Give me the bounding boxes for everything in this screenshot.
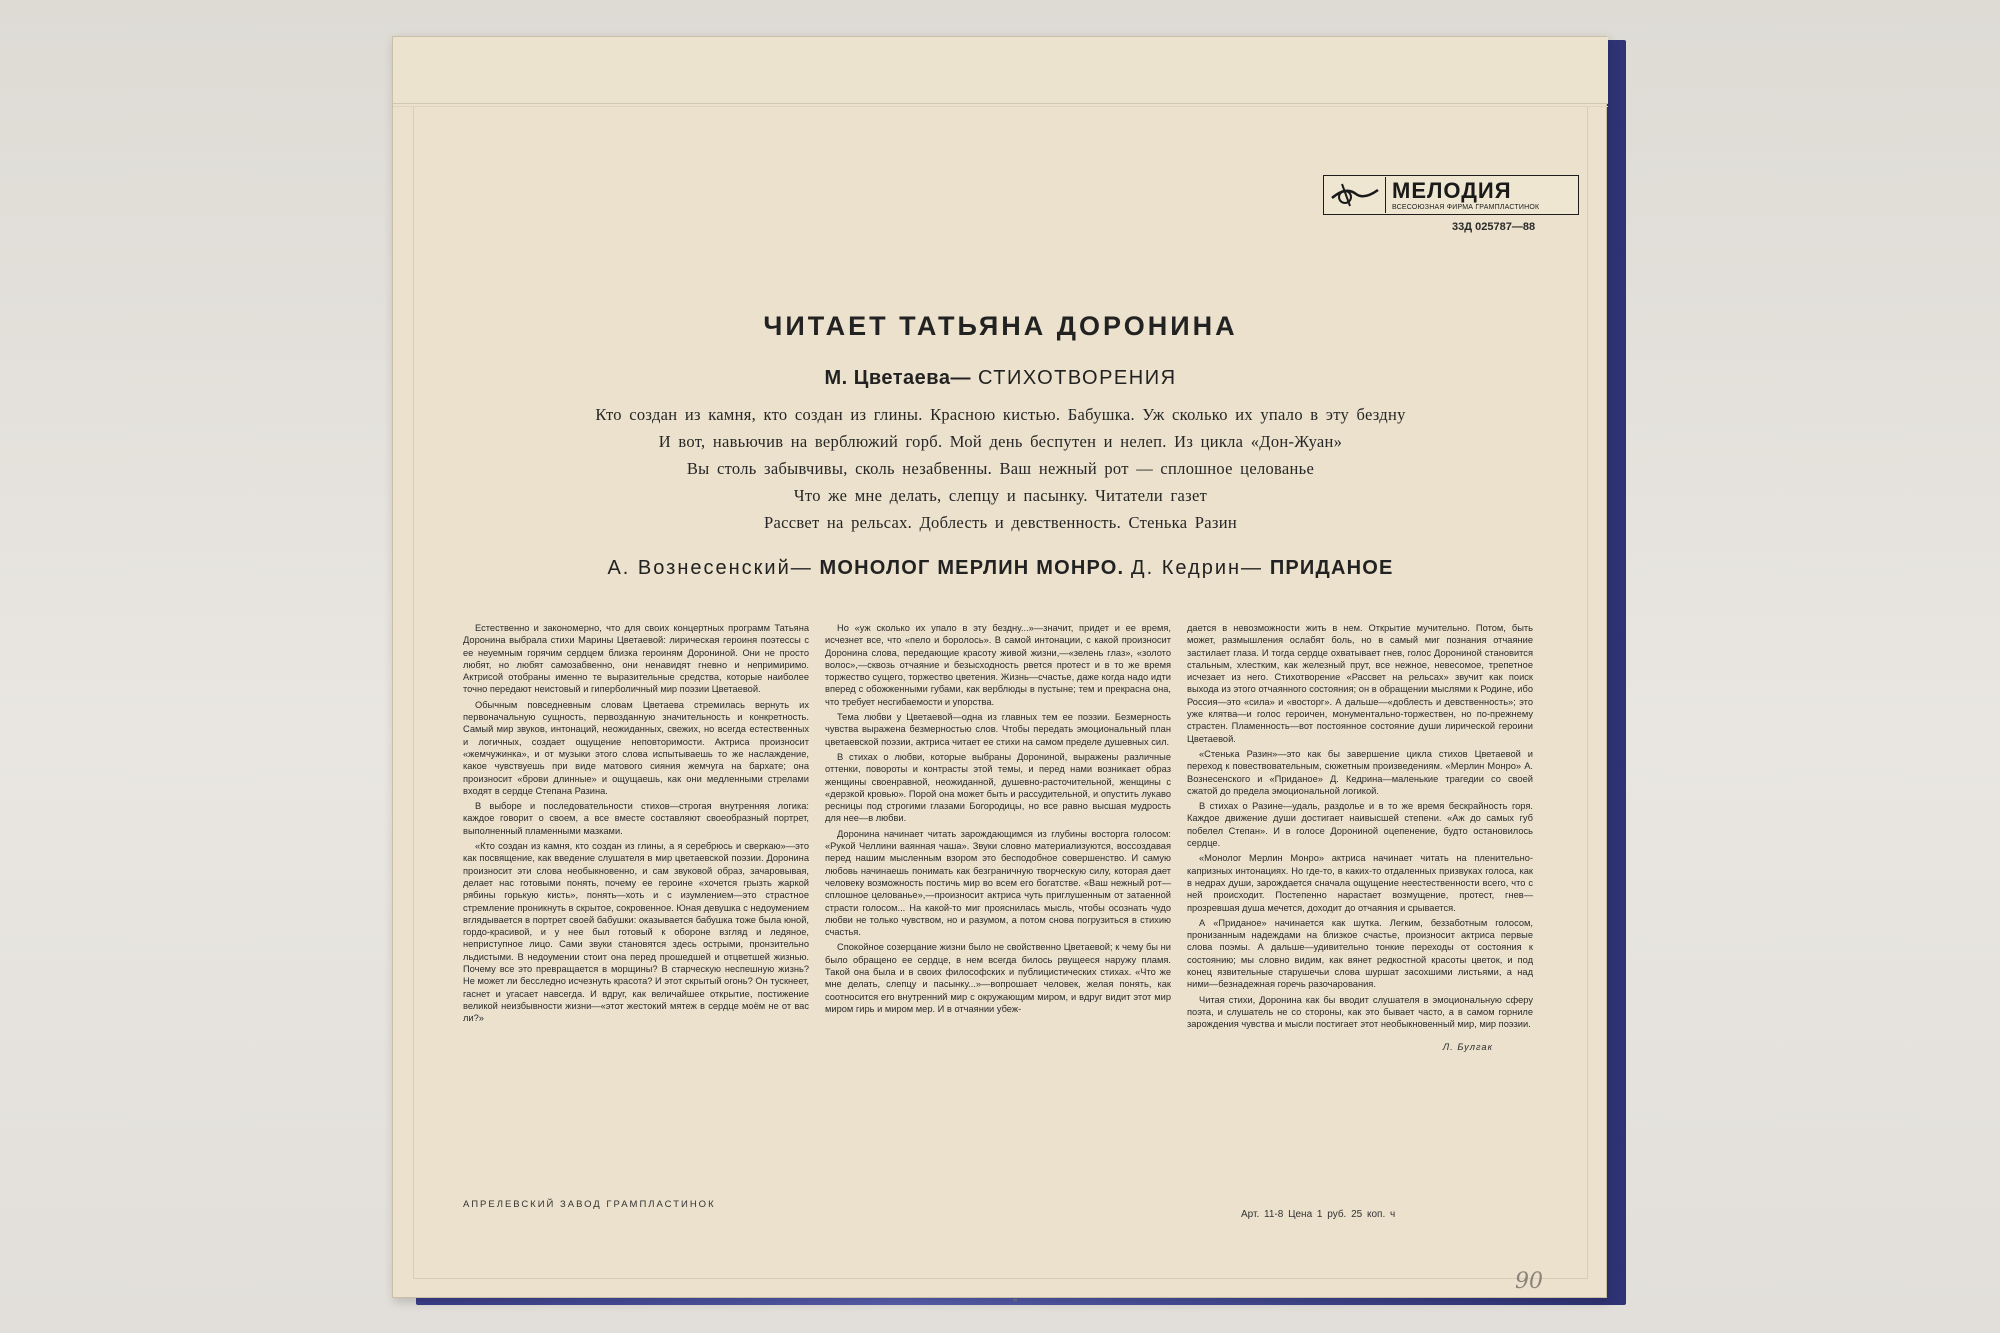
essay-paragraph: Тема любви у Цветаевой—одна из главных тем ее поэзии. Безмерность чувства выражена безмерностью слов. Чтобы передать эмоциональный план цветаевской поэзии, актриса читает ее стихи на самом пределе душевных сил. (825, 712, 1171, 747)
poem-list-line: И вот, навьючив на верблюжий горб. Мой день беспутен и нелеп. Из цикла «Дон-Жуан» (658, 432, 1343, 451)
poem-list-line: Что же мне делать, слепцу и пасынку. Читатели газет (793, 486, 1208, 505)
work-monolog: МОНОЛОГ МЕРЛИН МОНРО. (819, 557, 1125, 579)
brand-name: МЕЛОДИЯ (1392, 177, 1512, 203)
manufacturer-text: АПРЕЛЕВСКИЙ ЗАВОД ГРАМПЛАСТИНОК (463, 1199, 716, 1210)
poem-list-line: Вы столь забывчивы, сколь незабвенны. Ваш нежный рот — сплошное целованье (686, 459, 1315, 478)
authors-line (393, 557, 1608, 580)
album-back-cover (392, 36, 1607, 1303)
album-subtitle (393, 367, 1608, 390)
essay-paragraph: дается в невозможности жить в нем. Открытие мучительно. Потом, быть может, размышления ослабят боль, но в самый миг познания отчаяние застилает глаза. И тогда сердце охватывает гнев, голос Дорониной становится стальным, хлестким, как железный прут, все нежное, невесомое, трепетное исчезает из него. Стихотворение «Рассвет на рельсах» звучит как поиск выхода из этого отчаянного состояния; он в обращении мыслями к Родине, ибо Россия—это «сила» и «восторг». А дальше—«доблесть и девственность»; это уже клятва—и голос героичен, монументально-торжествен, но по-прежнему страстен. Пламенность—вот постоянное состояние души лирической героини Цветаевой. (1187, 623, 1533, 744)
essay-paragraph: «Монолог Мерлин Монро» актриса начинает читать на пленительно-капризных интонациях. Но где-то, в каких-то отдаленных призвуках голоса, как в недрах души, зарождается сначала ощущение неестественности всего, что с ней происходит. Постепенно нарастает возмущение, протест, гнев—прозревшая душа мечется, доходит до отчаяния и срывается. (1187, 853, 1533, 913)
essay-paragraph: А «Приданое» начинается как шутка. Легким, беззаботным голосом, пронизанным надеждами на близкое счастье, произносит актриса первые слова поэмы. А дальше—удивительно тонкие переходы от состояния к состоянию; мы словно видим, как вянет редкостной красоты цветок, и под конец язвительные старушечьи слова шуршат засохшими листьями, а над ними—безнадежная горечь разочарования. (1187, 917, 1533, 990)
author-voznesensky: А. Вознесенский— (607, 557, 813, 579)
essay-paragraph: Обычным повседневным словам Цветаева стремилась вернуть их первоначальную сущность, первозданную значительность и конкретность. Самый мир звуков, интонаций, неожиданных, свежих, но всегда естественных и логичных, создает ощущение неповторимости. Актриса произносит «жемчужинка», и от музыки этого слова испытываешь то же наслаждение, какое чувствуешь при виде матового сияния жемчуга на бархате; она произносит «брови длинные» и ощущаешь, как они медленными стрелами входят в сердце Степана Разина. (463, 699, 809, 796)
pencil-note: 90 (1515, 1269, 1543, 1294)
work-pridanoe: ПРИДАНОЕ (1269, 557, 1394, 579)
essay-paragraph: «Кто создан из камня, кто создан из глины, а я серебрюсь и сверкаю»—это как посвящение, как введение слушателя в мир цветаевской поэзии. Доронина произносит эти слова необыкновенно, и сам звуковой образ, зачаровывая, делает нас готовыми понять, почему ее героине «хочется грызть жаркой рябины горькую кисть», понять—хоть и с изумлением—это страстное стремление проникнуть в скрытое, сокровенное. Юная девушка с недоумением вглядывается в портрет своей бабушки: оказывается бабушка тоже была юной, гордо-красивой, и у нее был готовый к обороне взгляд и ледяное, неприступное лицо. Сами звуки становятся здесь острыми, пронзительно льдистыми. В недоумении стоит она перед прошедшей и отцветшей жизнью. Почему все это превращается в морщины? В старческую неспешную жизнь? Не может ли бесследно исчезнуть красота? И этот скрытый огонь? Он тускнеет, гаснет и угасает навсегда. И вдруг, как величайшее открытие, постижение великой неизбывности жизни—«этот жестокий мятеж в сердце моём не от вас ли?» (463, 841, 810, 1024)
essay-paragraph: Естественно и закономерно, что для своих концертных программ Татьяна Доронина выбрала стихи Марины Цветаевой: лирическая героиня поэтессы с ее неуемным горячим сердцем близка героиням Дорониной. Они не просто любят, но любят самозабвенно, они ненавидят гневно и непримиримо. Актрисой отобраны именно те выразительные средства, которые наиболее точно передают неистовый и гиперболичный мир поэзии Цветаевой. (463, 623, 809, 695)
price-text: Арт. 11-8 Цена 1 руб. 25 коп. ч (1241, 1209, 1396, 1220)
subtitle-author: М. Цветаева— (824, 367, 971, 389)
essay-column-1 (463, 622, 809, 1028)
subtitle-work: СТИХОТВОРЕНИЯ (978, 367, 1177, 389)
poem-list-line: Кто создан из камня, кто создан из глины. Красною кистью. Бабушка. Уж сколько их упало в эту бездну (595, 405, 1406, 424)
essay-paragraph: В выборе и последовательности стихов—строгая внутренняя логика: каждое говорит о своем, а все вместе составляют своеобразный портрет, выполненный пламенными мазками. (463, 801, 809, 836)
essay-paragraph: Но «уж сколько их упало в эту бездну...»—значит, придет и ее время, исчезнет все, что «пело и боролось». В самой интонации, с какой произносит Доронина слова, передающие красоту живой жизни,—«зелень глаз», «золото волос»,—сквозь отчаяние и безысходность рвется протест и в то же время торжество сущего, торжество цветения. Жизнь—счастье, даже когда надо идти вперед с обожженными губами, как верблюды в пустыне; тем и прекрасна она, что требует несгибаемости и упорства. (825, 623, 1171, 707)
essay-column-2 (825, 622, 1171, 1018)
essay-paragraph: «Стенька Разин»—это как бы завершение цикла стихов Цветаевой и переход к повествовательным, сюжетным произведениям. «Мерлин Монро» А. Вознесенского и «Приданое» Д. Кедрина—маленькие трагедии со своей сжатой до предела эмоциональной логикой. (1187, 748, 1533, 796)
essay-paragraph: Спокойное созерцание жизни было не свойственно Цветаевой; к чему бы ни было обращено ее сердце, в нем всегда билось рвущееся наружу пламя. Такой она была и в своих философских и публицистических стихах. «Что же мне делать, слепцу и пасынку...»—вопрошает человек, желая понять, как соотносится его внутренний мир с окружающим миром, и вдруг видит этот мир миром гирь и миром мер. И в отчаянии убеж- (825, 942, 1171, 1014)
essay-paragraph: Читая стихи, Доронина как бы вводит слушателя в эмоциональную сферу поэта, и слушатель не со стороны, как это бывает часто, а в самом горниле зарождения чувства и мысли постигает этот необыкновенный мир, мир поэзии. (1187, 994, 1533, 1030)
top-flap (393, 37, 1608, 103)
brand-subtitle: ВСЕСОЮЗНАЯ ФИРМА ГРАМПЛАСТИНОК (1392, 203, 1540, 211)
essay-paragraph: Доронина начинает читать зарождающимся из глубины восторга голосом: «Рукой Челлини ваянная чаша». Звуки словно материализуются, воссоздавая перед нашим мысленным взором это бесподобное совершенство. И самую любовь начинаешь понимать как безграничную творческую силу, которая дает человеку возможность постичь мир во всем его богатстве. «Ваш нежный рот—сплошное целованье»,—произносит актриса чуть приглушенным от затаенной страсти голосом... На какой-то миг прояснилась мысль, чтобы осознать чудо любви не только чувством, но и разумом, а потом снова погрузиться в стихию счастья. (825, 828, 1171, 938)
quote-mark-icon: „ (1013, 1289, 1017, 1303)
poem-list-line: Рассвет на рельсах. Доблесть и девственность. Стенька Разин (764, 513, 1237, 532)
melodiya-emblem-icon (1324, 177, 1386, 213)
melodiya-logo (1323, 175, 1579, 215)
album-title: ЧИТАЕТ ТАТЬЯНА ДОРОНИНА (763, 311, 1238, 341)
author-kedrin: Д. Кедрин— (1131, 557, 1264, 579)
essay-column-3 (1187, 622, 1533, 1053)
essay-signature: Л. Булгак (1442, 1041, 1493, 1052)
catalog-number: 33Д 025787—88 (1452, 221, 1536, 233)
essay-paragraph: В стихах о Разине—удаль, раздолье и в то же время бескрайность горя. Каждое движение души достигает наивысшей степени. «Аж до самых губ побелел Степан». И в голосе Дорониной оцепенение, будто остановилось сердце. (1187, 801, 1533, 849)
essay-paragraph: В стихах о любви, которые выбраны Дорониной, выражены различные оттенки, повороты и контрасты этой темы, и перед нами возникает образ женщины своенравной, неожиданной, душевно-расточительной, женщины с «дерзкой кровью». Порой она может быть и рассудительной, и опустить лукаво ресницы под строгими глазами Богородицы, но все равно высшая мудрость для нее—в любви. (825, 751, 1171, 824)
